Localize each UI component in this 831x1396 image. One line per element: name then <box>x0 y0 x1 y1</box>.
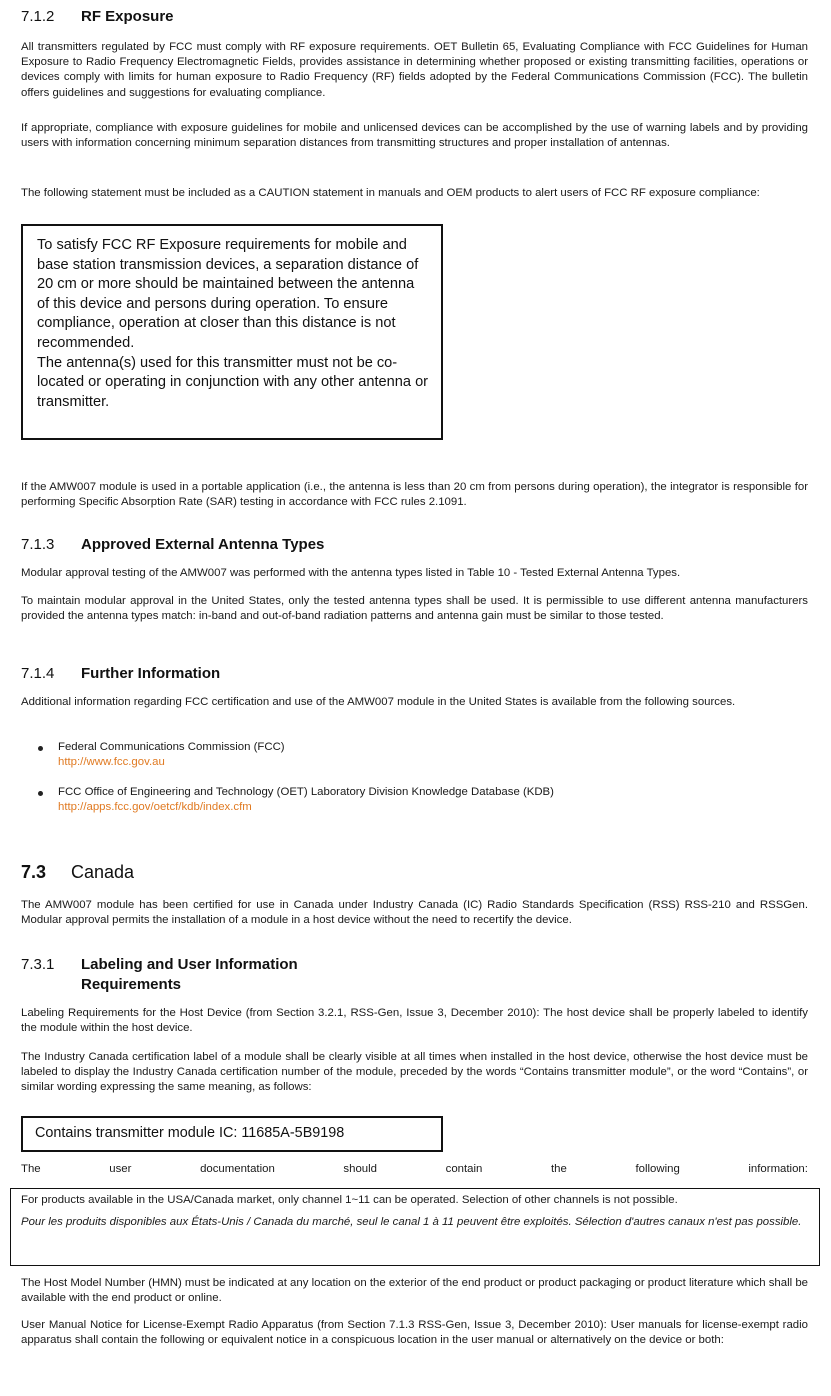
section-number: 7.1.4 <box>21 665 55 682</box>
section-title: Further Information <box>81 665 221 682</box>
section-number: 7.1.2 <box>21 8 55 25</box>
rf-exposure-paragraph-1: All transmitters regulated by FCC must comply with RF exposure requirements. OET Bulletin 65, Evaluating Compliance with FCC Guidelines for Human Exposure to Radio Frequency Electromagnetic Fields, provides assistance in determining whether proposed or existing transmitting facilities, operations or devices comply with limits for human exposure to Radio Frequency (RF) fields adopted by the Federal Communications Commission (FCC). The bulletin offers guidelines and suggestions for evaluating compliance. <box>21 41 808 99</box>
rf-exposure-paragraph-3: The following statement must be included as a CAUTION statement in manuals and OEM products to alert users of FCC RF exposure compliance: <box>21 187 760 199</box>
bullet-dot-icon <box>38 791 43 796</box>
word: The <box>21 1163 41 1175</box>
word: following <box>635 1163 680 1175</box>
section-title-line-2: Requirements <box>81 976 182 993</box>
section-number: 7.3.1 <box>21 956 55 973</box>
channel-notice-box <box>10 1188 820 1266</box>
word: contain <box>445 1163 483 1175</box>
ic-label-text: Contains transmitter module IC: 11685A-5B9198 <box>35 1125 345 1141</box>
word: should <box>343 1163 377 1175</box>
sar-paragraph: If the AMW007 module is used in a portable application (i.e., the antenna is less than 20 cm from persons during operation), the integrator is responsible for performing Specific Absorption Rate (SAR) testing in accordance with FCC rules 2.1091. <box>21 481 808 509</box>
user-documentation-line <box>21 1163 808 1175</box>
user-manual-notice-paragraph: User Manual Notice for License-Exempt Radio Apparatus (from Section 7.1.3 RSS-Gen, Issue 3, December 2010): User manuals for license-exempt radio apparatus shall contain the following or equivalent notice in a conspicuous location in the user manual or alternatively on the device or both: <box>21 1319 808 1347</box>
bullet-kdb-text: FCC Office of Engineering and Technology (OET) Laboratory Division Knowledge Database (KDB) <box>58 786 554 798</box>
word: documentation <box>200 1163 275 1175</box>
section-title: Canada <box>71 862 135 882</box>
word: the <box>550 1163 567 1175</box>
canada-paragraph: The AMW007 module has been certified for use in Canada under Industry Canada (IC) Radio Standards Specification (RSS) RSS-210 and RSSGen. Modular approval permits the installation of a module in a host device without the need to recertify the device. <box>21 899 808 927</box>
fcc-link[interactable]: http://www.fcc.gov.au <box>58 756 165 768</box>
further-info-paragraph: Additional information regarding FCC certification and use of the AMW007 module in the United States is available from the following sources. <box>21 696 736 708</box>
section-number: 7.3 <box>21 862 47 882</box>
rf-exposure-paragraph-2: If appropriate, compliance with exposure guidelines for mobile and unlicensed devices can be accomplished by the use of warning labels and by providing users with information concerning minimum separation distances from transmitting structures and proper installation of antennas. <box>21 122 808 150</box>
heading-7-3 <box>21 862 134 883</box>
caution-statement-box <box>21 224 443 440</box>
section-title: RF Exposure <box>81 8 174 25</box>
labeling-paragraph-1: Labeling Requirements for the Host Device (from Section 3.2.1, RSS-Gen, Issue 3, December 2010): The host device shall be properly labeled to identify the module within the host device. <box>21 1007 808 1035</box>
ic-label-box <box>21 1116 443 1152</box>
caution-text-2: The antenna(s) used for this transmitter must not be co-located or operating in conjunction with any other antenna or transmitter. <box>37 354 429 410</box>
heading-7-3-1 <box>21 955 298 995</box>
section-title-line-1: Labeling and User Information <box>81 956 298 973</box>
kdb-link[interactable]: http://apps.fcc.gov/oetcf/kdb/index.cfm <box>58 801 252 813</box>
word: user <box>109 1163 132 1175</box>
section-title: Approved External Antenna Types <box>81 536 325 553</box>
bullet-dot-icon <box>38 746 43 751</box>
antenna-paragraph-1: Modular approval testing of the AMW007 was performed with the antenna types listed in Table 10 - Tested External Antenna Types. <box>21 567 681 579</box>
caution-text-1: To satisfy FCC RF Exposure requirements for mobile and base station transmission devices, a separation distance of 20 cm or more should be maintained between the antenna of this device and persons during operation. To ensure compliance, operation at closer than this distance is not recommended. <box>37 237 419 351</box>
channel-notice-english: For products available in the USA/Canada market, only channel 1~11 can be operated. Selection of other channels is not possible. <box>21 1194 678 1206</box>
antenna-paragraph-2: To maintain modular approval in the United States, only the tested antenna types shall be used. It is permissible to use different antenna manufacturers provided the antenna types match: in-band and out-of-band radiation patterns and antenna gain must be similar to those tested. <box>21 595 808 623</box>
word: information: <box>748 1163 808 1175</box>
labeling-paragraph-2: The Industry Canada certification label of a module shall be clearly visible at all times when installed in the host device, otherwise the host device must be labeled to display the Industry Canada certification number of the module, preceded by the words “Contains transmitter module”, or the word “Contains”, or similar wording expressing the same meaning, as follows: <box>21 1051 808 1094</box>
heading-7-1-3 <box>21 536 324 553</box>
heading-7-1-4 <box>21 665 220 682</box>
bullet-fcc-text: Federal Communications Commission (FCC) <box>58 741 285 753</box>
channel-notice-french: Pour les produits disponibles aux États-Unis / Canada du marché, seul le canal 1 à 11 peuvent être exploités. Sélection d'autres canaux n'est pas possible. <box>21 1216 802 1229</box>
heading-7-1-2 <box>21 8 174 25</box>
hmn-paragraph: The Host Model Number (HMN) must be indicated at any location on the exterior of the end product or product packaging or product literature which shall be available with the end product or online. <box>21 1277 808 1305</box>
section-number: 7.1.3 <box>21 536 55 553</box>
